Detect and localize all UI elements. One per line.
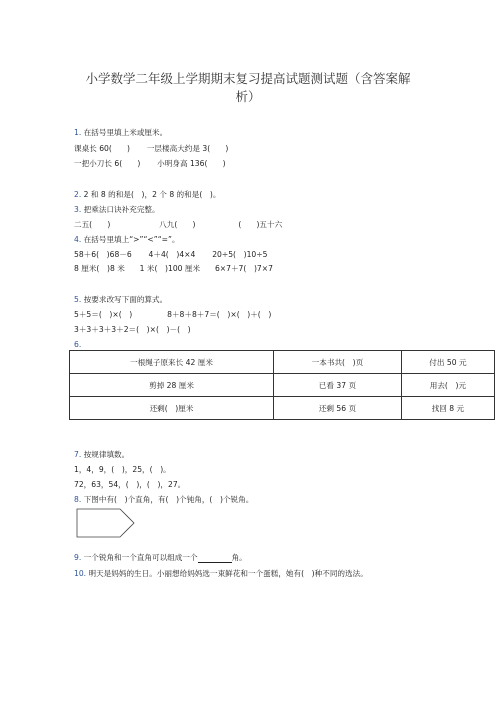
question-text: 把乘法口诀补充完整。: [83, 205, 160, 214]
document-title: [40, 70, 456, 106]
sequence: 1，4，9，( )，25，( )。: [74, 465, 171, 474]
question-number: 6.: [74, 340, 82, 349]
sequence: 72，63，54，( )，( )，27。: [74, 480, 186, 489]
question-text: 按规律填数。: [83, 450, 130, 459]
question-number: 10.: [74, 569, 87, 578]
compare-item: 1 米( )100 厘米: [139, 264, 201, 273]
question-number: 4.: [74, 235, 82, 244]
table-cell: 剪掉 28 厘米: [70, 374, 274, 397]
compare-item: 8 厘米( )8 米: [74, 264, 125, 273]
question-text: 下图中有( )个直角，有( )个钝角，( )个锐角。: [83, 495, 254, 504]
title-line-2: 析）: [235, 89, 261, 104]
blank-floor-height: 一层楼高大约是 3( ): [146, 144, 229, 153]
table-cell: 付出 50 元: [401, 351, 494, 374]
question-4-row-1: [74, 250, 267, 260]
question-4: [74, 235, 180, 245]
question-text-end: 角。: [231, 553, 247, 562]
compare-item: 4＋4( )4×4: [148, 250, 196, 259]
table-cell: 用去( )元: [401, 374, 494, 397]
table-cell: 一本书共( )页: [274, 351, 402, 374]
question-number: 3.: [74, 205, 82, 214]
question-5-row-2: [74, 325, 191, 335]
question-7-row-2: [74, 480, 185, 490]
question-2: [74, 190, 220, 200]
table-cell: 还剩 56 页: [274, 397, 402, 420]
compare-item: 58＋6( )68－6: [74, 250, 132, 259]
question-text: 2 和 8 的和是( )，2 个 8 的和是( )。: [83, 190, 221, 199]
blank-knife-length: 一把小刀长 6( ): [74, 159, 141, 168]
table-row: [70, 374, 495, 397]
question-3-items: [74, 220, 282, 230]
table-cell: 一根绳子原来长 42 厘米: [70, 351, 274, 374]
question-number: 5.: [74, 295, 82, 304]
question-1-line-2: [74, 159, 226, 169]
question-1-line-1: [74, 144, 228, 154]
compare-item: 6×7＋7( )7×7: [214, 264, 273, 273]
question-number: 8.: [74, 495, 82, 504]
blank-item-b: 八九( ): [159, 220, 196, 229]
blank-desk-length: 课桌长 60( ): [74, 144, 130, 153]
question-number: 9.: [74, 553, 82, 562]
question-5: [74, 295, 167, 305]
question-8: [74, 495, 253, 505]
rewrite-item: 3＋3＋3＋3＋2＝( )×( )－( ): [74, 325, 191, 334]
answer-blank: [198, 554, 232, 563]
question-text: 在括号里填上米或厘米。: [83, 128, 168, 137]
rewrite-item: 8＋8＋8＋7＝( )×( )＋( ): [167, 310, 272, 319]
question-9: [74, 553, 247, 563]
question-3: [74, 205, 160, 215]
table-cell: 还剩( )厘米: [70, 397, 274, 420]
question-text: 在括号里填上“>”“<”“=”。: [83, 235, 180, 244]
question-number: 1.: [74, 128, 82, 137]
title-line-1: 小学数学二年级上学期期末复习提高试题测试题（含答案解: [85, 71, 411, 86]
blank-item-c: ( )五十六: [238, 220, 283, 229]
question-text: 明天是妈妈的生日。小丽想给妈妈选一束鲜花和一个蛋糕，她有( )种不同的选法。: [88, 569, 368, 578]
question-5-row-1: [74, 310, 271, 320]
question-7: [74, 450, 129, 460]
blank-height: 小明身高 136( ): [157, 159, 226, 168]
compare-item: 20÷5( )10÷5: [212, 250, 268, 259]
rewrite-item: 5＋5＝( )×( ): [74, 310, 133, 319]
table-row: [70, 351, 495, 374]
question-text: 按要求改写下面的算式。: [83, 295, 168, 304]
pentagon-figure: [76, 508, 136, 538]
question-10: [74, 569, 368, 579]
table-row: [70, 397, 495, 420]
table-cell: 已看 37 页: [274, 374, 402, 397]
question-6: [74, 340, 81, 350]
question-number: 2.: [74, 190, 82, 199]
question-number: 7.: [74, 450, 82, 459]
question-1: [74, 128, 167, 138]
word-problem-table: [69, 350, 495, 420]
question-4-row-2: [74, 264, 273, 274]
question-text: 一个锐角和一个直角可以组成一个: [83, 553, 198, 562]
blank-item-a: 二五( ): [74, 220, 111, 229]
question-7-row-1: [74, 465, 171, 475]
table-cell: 找回 8 元: [401, 397, 494, 420]
